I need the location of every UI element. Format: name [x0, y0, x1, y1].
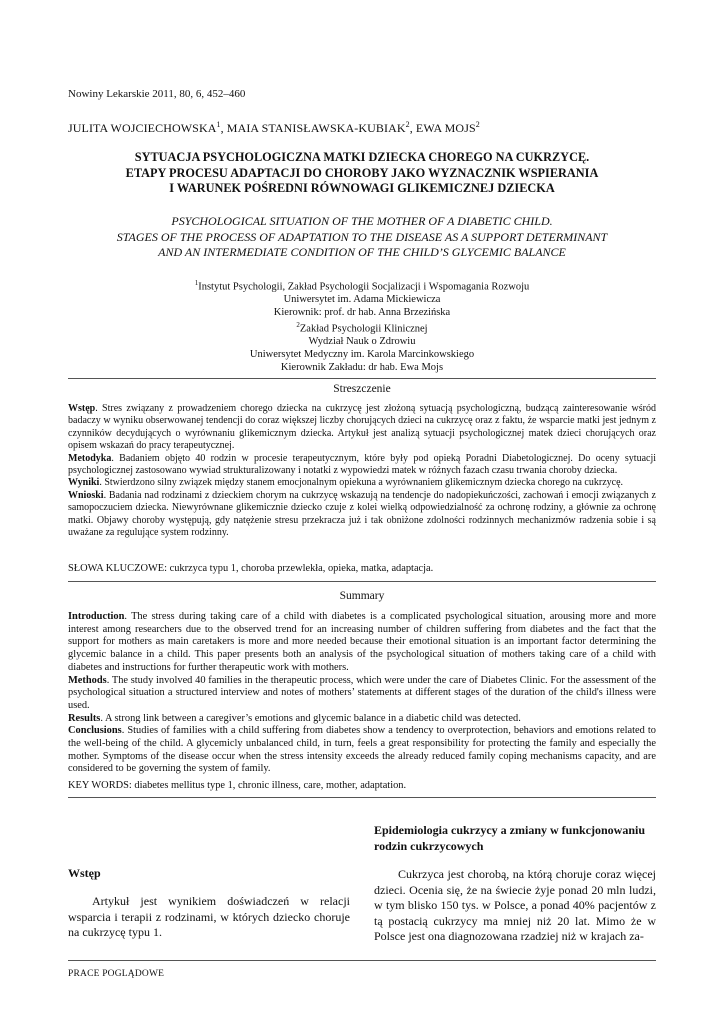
abstract-paragraph: Wyniki. Stwierdzono silny związek między stanem emocjonalnym opiekuna a wyrównaniem glikemicznym dziecka chorego na cukrzycę. — [68, 477, 624, 489]
streszczenie-heading: Streszczenie — [333, 383, 391, 395]
footer-section-label: PRACE POGLĄDOWE — [68, 969, 165, 979]
body-paragraph: Cukrzyca jest chorobą, na którą choruje coraz więcej dzieci. Ocenia się, że na świecie żyje ponad 20 mln ludzi, w tym blisko 150 tys. w Polsce, a ponad 40% pacjentów z tą postacią cukrzycy ma mniej niż 20 lat. Mimo że w Polsce jest ona diagnozowana rzadziej niż w krajach za- — [374, 867, 656, 944]
title-polish — [68, 150, 656, 197]
affiliation-line: $^2$Zakład Psychologii Klinicznej — [296, 321, 428, 335]
body-paragraph: Artykuł jest wynikiem doświadczeń w relacji wsparcia i terapii z rodzinami, w których dziecko choruje na cukrzycę typu 1. — [68, 894, 350, 940]
author-affiliation-mark: 1 — [216, 120, 221, 129]
author-line: JULITA WOJCIECHOWSKA$^1$, MAIA STANISŁAWSKA-KUBIAK$^2$, EWA MOJS$^2$ — [68, 120, 480, 135]
section-divider — [68, 797, 656, 798]
abstract-paragraph: Wnioski. Badania nad rodzinami z dzieckiem chorym na cukrzycę wskazują na tendencje do nadopiekuńczości, zachowań i emocji związanych z samopoczuciem dziecka. Niewyrównane glikemicznie dziecko czuje z kolei wielką odpowiedzialność za ochronę rodziny, a głównie za ochronę matki. Objawy choroby występują, gdy natężenie stresu przekracza już i tak obniżone zdolności rodzinnych mechanizmów radzenia sobie i są uważane za regulujące system rodzinny. — [68, 489, 656, 539]
section-divider — [68, 378, 656, 379]
abstract-paragraph: Methods. The study involved 40 families in the therapeutic process, which were under the care of Diabetes Clinic. For the assessment of the psychological situation a structured interview and notes of mothers’ statements at different stages of the duration of the child's illness were used. — [68, 674, 656, 711]
title-english — [68, 214, 656, 261]
abstract-paragraph: Wstęp. Stres związany z prowadzeniem chorego dziecka na cukrzycę jest złożoną sytuacją psychologiczną, budzącą zainteresowanie wśród badaczy w wyniku obserwowanej tendencji do coraz większej liczby chorujących dzieci na cukrzycę oraz z faktu, że wsparcie matki jest jednym z czynników decydujących o wyrównaniu glikemicznym dziecka. Artykuł jest analizą sytuacji psychologicznej matek dzieci chorujących oraz opisem wskazań do pracy terapeutycznej. — [68, 403, 656, 452]
affiliation-line: Kierownik Zakładu: dr hab. Ewa Mojs — [280, 361, 444, 373]
author-affiliation-mark: 2 — [405, 120, 410, 129]
streszczenie-body — [68, 403, 656, 539]
section-divider — [68, 581, 656, 582]
affiliation-line: Uniwersytet im. Adama Mickiewicza — [283, 294, 441, 306]
title-line: STAGES OF THE PROCESS OF ADAPTATION TO THE DISEASE AS A SUPPORT DETERMINANT — [116, 229, 608, 244]
journal-reference: Nowiny Lekarskie 2011, 80, 6, 452–460 — [68, 88, 246, 100]
section-heading-epidemiology: Epidemiologia cukrzycy a zmiany w funkcjonowaniu rodzin cukrzycowych — [374, 823, 646, 853]
affiliation-line: Uniwersytet Medyczny im. Karola Marcinkowskiego — [249, 348, 475, 360]
keywords-polish: SŁOWA KLUCZOWE: cukrzyca typu 1, choroba przewlekła, opieka, matka, adaptacja. — [68, 563, 434, 574]
title-line: AND AN INTERMEDIATE CONDITION OF THE CHILD’S GLYCEMIC BALANCE — [158, 245, 566, 259]
abstract-paragraph: Results. A strong link between a caregiver’s emotions and glycemic balance in a diabetic child was detected. — [68, 712, 521, 724]
title-line: SYTUACJA PSYCHOLOGICZNA MATKI DZIECKA CHOREGO NA CUKRZYCĘ. — [134, 150, 590, 164]
title-line: ETAPY PROCESU ADAPTACJI DO CHOROBY JAKO WYZNACZNIK WSPIERANIA — [125, 165, 599, 180]
affiliations — [68, 277, 656, 374]
left-column — [68, 866, 350, 941]
affiliation-line: Kierownik: prof. dr hab. Anna Brzezińska — [273, 306, 451, 318]
title-line: I WARUNEK POŚREDNI RÓWNOWAGI GLIKEMICZNEJ DZIECKA — [169, 181, 555, 195]
summary-heading: Summary — [339, 590, 385, 602]
section-heading-wstep: Wstęp — [68, 866, 101, 880]
affiliation-line: $^1$Instytut Psychologii, Zakład Psychologii Socjalizacji i Wspomagania Rozwoju — [194, 279, 530, 293]
abstract-paragraph: Conclusions. Studies of families with a child suffering from diabetes show a tendency to overprotection, behaviors and emotions related to the well-being of the child. A glycemicly unbalanced child, in turn, feels a great responsibility for protecting the family and especially the mother. Symptoms of the disease occur when the stress intensity exceeds the already reduced family coping mechanisms capacity, and are considered to be governing the system of family. — [68, 725, 656, 775]
author-name: JULITA WOJCIECHOWSKA — [68, 121, 217, 135]
keywords-english: KEY WORDS: diabetes mellitus type 1, chronic illness, care, mother, adaptation. — [68, 780, 407, 791]
affiliation-mark: 2 — [296, 321, 300, 330]
author-name: EWA MOJS — [415, 121, 476, 135]
affiliation-mark: 1 — [194, 279, 199, 287]
abstract-paragraph: Metodyka. Badaniem objęto 40 rodzin w procesie terapeutycznym, które były pod opieką Poradni Diabetologicznej. Do oceny sytuacji psychologicznej zastosowano wywiad strukturalizowany i notatki z wypowiedzi matek w różnych fazach czasu trwania choroby dziecka. — [68, 452, 656, 477]
summary-body — [68, 611, 656, 776]
title-line: PSYCHOLOGICAL SITUATION OF THE MOTHER OF A DIABETIC CHILD. — [171, 214, 553, 228]
footer-divider — [68, 960, 656, 961]
abstract-paragraph: Introduction. The stress during taking care of a child with diabetes is a complicated psychological situation, arousing more and more interest among researchers due to the observed trend for an increasing number of children suffering from diabetes and the fact that the support for mothers as main caretakers is more and more needed because their emotional situation is an important factor determining the glycemic balance in a child. This paper presents both an analysis of the psychological situation of mothers taking care of a child with diabetes and instructions for further therapeutic work with mothers. — [68, 611, 656, 673]
right-column — [374, 823, 656, 945]
author-affiliation-mark: 2 — [475, 120, 480, 129]
affiliation-line: Wydział Nauk o Zdrowiu — [308, 336, 416, 348]
author-name: MAIA STANISŁAWSKA-KUBIAK — [226, 121, 406, 135]
